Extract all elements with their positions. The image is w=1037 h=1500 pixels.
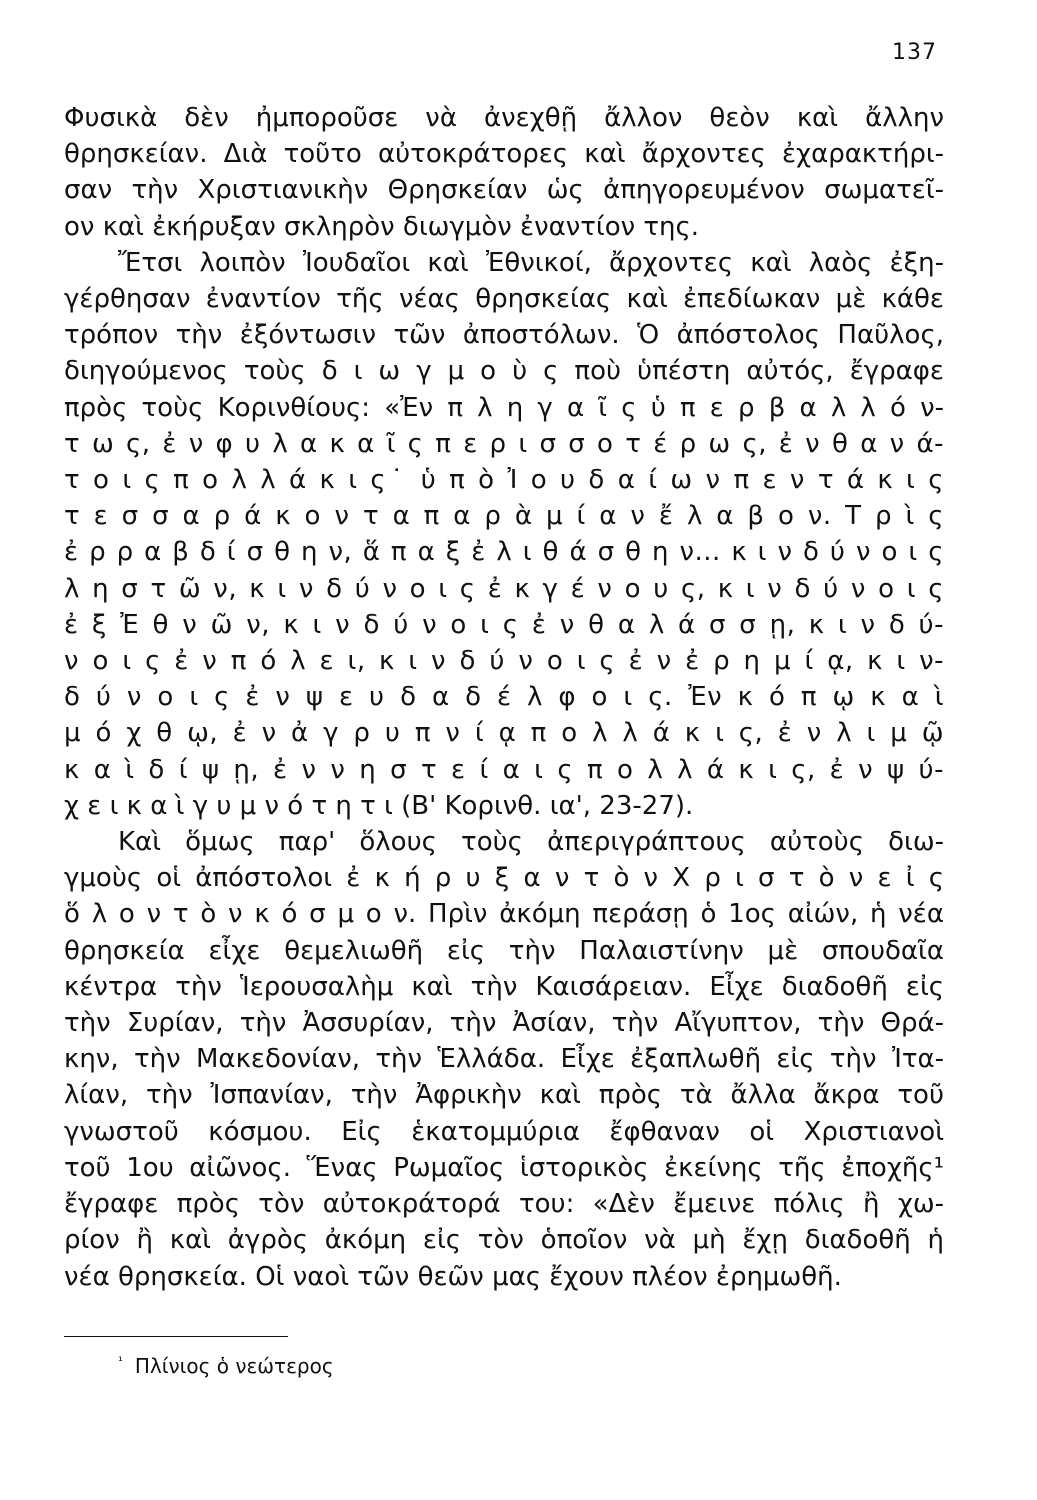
text-line: ἔγραφε πρὸς τὸν αὐτοκράτορά του: «Δὲν ἔμεινε πόλις ἢ χω- [64, 1189, 944, 1220]
footnote-divider [64, 1336, 288, 1337]
paragraph-start-line: Καὶ ὅμως παρ' ὅλους τοὺς ἀπεριγράπτους αὐτοὺς διω- [118, 827, 944, 858]
text-line: νέα θρησκεία. Οἱ ναοὶ τῶν θεῶν μας ἔχουν πλέον ἐρημωθῆ. [64, 1261, 842, 1292]
text-line: λ η σ τ ῶ ν, κ ι ν δ ύ ν ο ι ς ἐ κ γ έ ν ο υ ς, κ ι ν δ ύ ν ο ι ς [64, 573, 944, 604]
text-line: τ ω ς, ἐ ν φ υ λ α κ α ῖ ς π ε ρ ι σ σ ο τ έ ρ ω ς, ἐ ν θ α ν ά- [64, 428, 944, 459]
text-line: θρησκεία εἶχε θεμελιωθῆ εἰς τὴν Παλαιστίνην μὲ σπουδαῖα [64, 935, 944, 966]
text-line: διηγούμενος τοὺς δ ι ω γ μ ο ὺ ς ποὺ ὑπέστη αὐτός, ἔγραφε [64, 356, 944, 387]
footnote-text: Πλίνιος ὁ νεώτερος [134, 1354, 334, 1378]
text-line: ὅ λ ο ν τ ὸ ν κ ό σ μ ο ν. Πρὶν ἀκόμη περάσῃ ὁ 1ος αἰών, ἡ νέα [64, 899, 944, 930]
text-line: γέρθησαν ἐναντίον τῆς νέας θρησκείας καὶ ἐπεδίωκαν μὲ κάθε [64, 284, 944, 315]
text-line: χ ε ι κ α ὶ γ υ μ ν ό τ η τ ι (Β' Κορινθ. ια', 23-27). [64, 790, 694, 821]
text-line: λίαν, τὴν Ἰσπανίαν, τὴν Ἀφρικὴν καὶ πρὸς τὰ ἄλλα ἄκρα τοῦ [64, 1080, 944, 1111]
text-line: τ ε σ σ α ρ ά κ ο ν τ α π α ρ ὰ μ ί α ν ἔ λ α β ο ν. Τ ρ ὶ ς [64, 501, 944, 532]
text-line: θρησκείαν. Διὰ τοῦτο αὐτοκράτορες καὶ ἄρχοντες ἐχαρακτήρι- [64, 139, 944, 170]
text-line: κέντρα τὴν Ἱερουσαλὴμ καὶ τὴν Καισάρειαν. Εἶχε διαδοθῆ εἰς [64, 971, 944, 1002]
text-line: τρόπον τὴν ἐξόντωσιν τῶν ἀποστόλων. Ὁ ἀπόστολος Παῦλος, [64, 320, 944, 351]
paragraph-start-line: Ἔτσι λοιπὸν Ἰουδαῖοι καὶ Ἐθνικοί, ἄρχοντες καὶ λαὸς ἐξη- [118, 247, 944, 278]
body-text [64, 100, 944, 1295]
text-line: ἐ ξ Ἐ θ ν ῶ ν, κ ι ν δ ύ ν ο ι ς ἐ ν θ α λ ά σ σ ῃ, κ ι ν δ ύ- [64, 609, 944, 640]
text-line: πρὸς τοὺς Κορινθίους: «Ἐν π λ η γ α ῖ ς ὑ π ε ρ β α λ λ ό ν- [64, 392, 944, 423]
text-line: δ ύ ν ο ι ς ἐ ν ψ ε υ δ α δ έ λ φ ο ι ς. Ἐν κ ό π ῳ κ α ὶ [64, 682, 944, 713]
text-line: σαν τὴν Χριστιανικὴν Θρησκείαν ὡς ἀπηγορευμένον σωματεῖ- [64, 175, 944, 206]
footnote-marker: ¹ [118, 1354, 123, 1369]
text-line: γνωστοῦ κόσμου. Εἰς ἑκατομμύρια ἔφθαναν οἱ Χριστιανοὶ [64, 1116, 944, 1147]
text-line: ν ο ι ς ἐ ν π ό λ ε ι, κ ι ν δ ύ ν ο ι ς ἐ ν ἐ ρ η μ ί ᾳ, κ ι ν- [64, 646, 944, 677]
text-line: ρίον ἢ καὶ ἀγρὸς ἀκόμη εἰς τὸν ὁποῖον νὰ μὴ ἔχῃ διαδοθῆ ἡ [64, 1225, 944, 1256]
text-line: γμοὺς οἱ ἀπόστολοι ἐ κ ή ρ υ ξ α ν τ ὸ ν Χ ρ ι σ τ ὸ ν ε ἰ ς [64, 863, 944, 894]
text-line: Φυσικὰ δὲν ἠμποροῦσε νὰ ἀνεχθῇ ἄλλον θεὸν καὶ ἄλλην [64, 103, 944, 133]
text-line: τ ο ι ς π ο λ λ ά κ ι ς˙ ὑ π ὸ Ἰ ο υ δ α ί ω ν π ε ν τ ά κ ι ς [64, 465, 944, 496]
text-line: ἐ ρ ρ α β δ ί σ θ η ν, ἅ π α ξ ἐ λ ι θ ά σ θ η ν... κ ι ν δ ύ ν ο ι ς [64, 537, 944, 568]
text-line: ον καὶ ἐκήρυξαν σκληρὸν διωγμὸν ἐναντίον της. [64, 211, 700, 242]
text-line: τοῦ 1ου αἰῶνος. Ἕνας Ρωμαῖος ἱστορικὸς ἐκείνης τῆς ἐποχῆς¹ [64, 1152, 944, 1183]
page-number: 137 [892, 40, 937, 65]
text-line: μ ό χ θ ῳ, ἐ ν ἀ γ ρ υ π ν ί ᾳ π ο λ λ ά κ ι ς, ἐ ν λ ι μ ῷ [64, 718, 944, 749]
footnote [118, 1354, 334, 1378]
text-line: κ α ὶ δ ί ψ ῃ, ἐ ν ν η σ τ ε ί α ι ς π ο λ λ ά κ ι ς, ἐ ν ψ ύ- [64, 754, 944, 785]
text-line: τὴν Συρίαν, τὴν Ἀσσυρίαν, τὴν Ἀσίαν, τὴν Αἴγυπτον, τὴν Θρά- [64, 1008, 944, 1039]
text-line: κην, τὴν Μακεδονίαν, τὴν Ἑλλάδα. Εἶχε ἐξαπλωθῆ εἰς τὴν Ἰτα- [64, 1044, 944, 1075]
